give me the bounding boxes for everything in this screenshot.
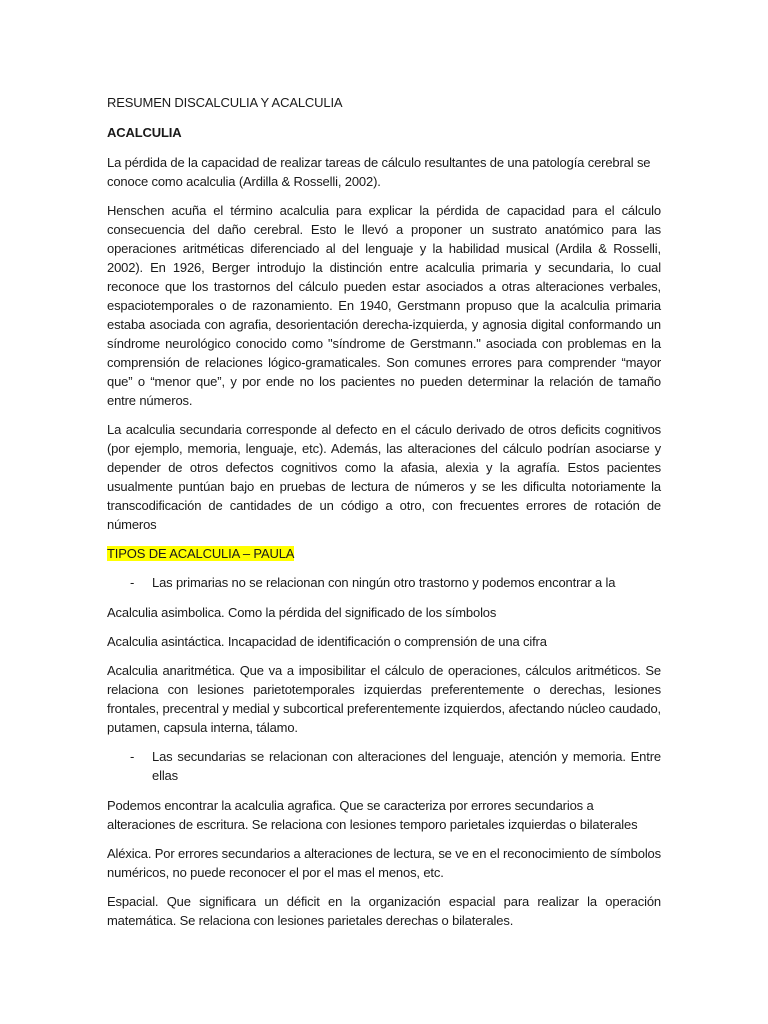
paragraph-espacial: Espacial. Que significara un déficit en la organización espacial para realizar la operación matemática. Se relaciona con lesiones parietales derechas o bilaterales. bbox=[107, 894, 661, 928]
section-heading-acalculia: ACALCULIA bbox=[107, 125, 182, 140]
document-body bbox=[107, 93, 661, 940]
bullet-marker: - bbox=[130, 749, 135, 764]
document-title: RESUMEN DISCALCULIA Y ACALCULIA bbox=[107, 95, 343, 110]
list-item-primary bbox=[107, 573, 661, 592]
paragraph-asintactica: Acalculia asintáctica. Incapacidad de identificación o comprensión de una cifra bbox=[107, 634, 547, 649]
paragraph-secondary-acalculia: La acalculia secundaria corresponde al defecto en el cáculo derivado de otros deficits cognitivos (por ejemplo, memoria, lenguaje, etc). Además, las alteraciones del cálculo podrían asociarse y depender de otros defectos cognitivos como la afasia, alexia y la agrafía. Estos pacientes usualmente puntúan bajo en pruebas de lectura de números y se les dificulta notoriamente la transcodificación de cantidades de un código a otro, con frecuentes errores de rotación de números bbox=[107, 422, 661, 532]
paragraph-anaritmetica: Acalculia anaritmética. Que va a imposibilitar el cálculo de operaciones, cálculos aritméticos. Se relaciona con lesiones parietotemporales izquierdas preferentemente o derechas, lesiones frontales, precentral y medial y subcortical preferentemente izquierdos, afectando núcleo caudado, putamen, capsula interna, tálamo. bbox=[107, 663, 661, 735]
bullet-text-primary: Las primarias no se relacionan con ningún otro trastorno y podemos encontrar a la bbox=[152, 575, 616, 590]
highlighted-heading-wrapper bbox=[107, 544, 661, 563]
bullet-marker: - bbox=[130, 575, 135, 590]
highlighted-heading-types: TIPOS DE ACALCULIA – PAULA bbox=[107, 546, 295, 561]
paragraph-definition: La pérdida de la capacidad de realizar tareas de cálculo resultantes de una patología cerebral se conoce como acalculia (Ardilla & Rosselli, 2002). bbox=[107, 155, 651, 189]
bullet-text-secondary: Las secundarias se relacionan con alteraciones del lenguaje, atención y memoria. Entre ellas bbox=[152, 749, 661, 783]
paragraph-history: Henschen acuña el término acalculia para explicar la pérdida de capacidad para el cálculo consecuencia del daño cerebral. Esto le llevó a proponer un sustrato anatómico para las operaciones aritméticas diferenciado al del lenguaje y la habilidad musical (Ardila & Rosselli, 2002). En 1926, Berger introdujo la distinción entre acalculia primaria y secundaria, lo cual reconoce que los trastornos del cálculo pueden estar asociados a otras alteraciones verbales, espaciotemporales o de razonamiento. En 1940, Gerstmann propuso que la acalculia primaria estaba asociada con agrafia, desorientación derecha-izquierda, y agnosia digital conformando un síndrome neurológico conocido como "síndrome de Gerstmann." asociada con problemas en la comprensión de relaciones lógico-gramaticales. Son comunes errores para comprender “mayor que” o “menor que”, y por ende no los pacientes no pueden determinar la relación de tamaño entre números. bbox=[107, 203, 661, 408]
paragraph-agrafica: Podemos encontrar la acalculia agrafica. Que se caracteriza por errores secundarios a alteraciones de escritura. Se relaciona con lesiones temporo parietales izquierdas o bilaterales bbox=[107, 798, 638, 832]
list-item-secondary bbox=[107, 747, 661, 785]
paragraph-asimbolica: Acalculia asimbolica. Como la pérdida del significado de los símbolos bbox=[107, 605, 497, 620]
paragraph-alexica: Aléxica. Por errores secundarios a alteraciones de lectura, se ve en el reconocimiento de símbolos numéricos, no puede reconocer el por el mas el menos, etc. bbox=[107, 846, 661, 880]
